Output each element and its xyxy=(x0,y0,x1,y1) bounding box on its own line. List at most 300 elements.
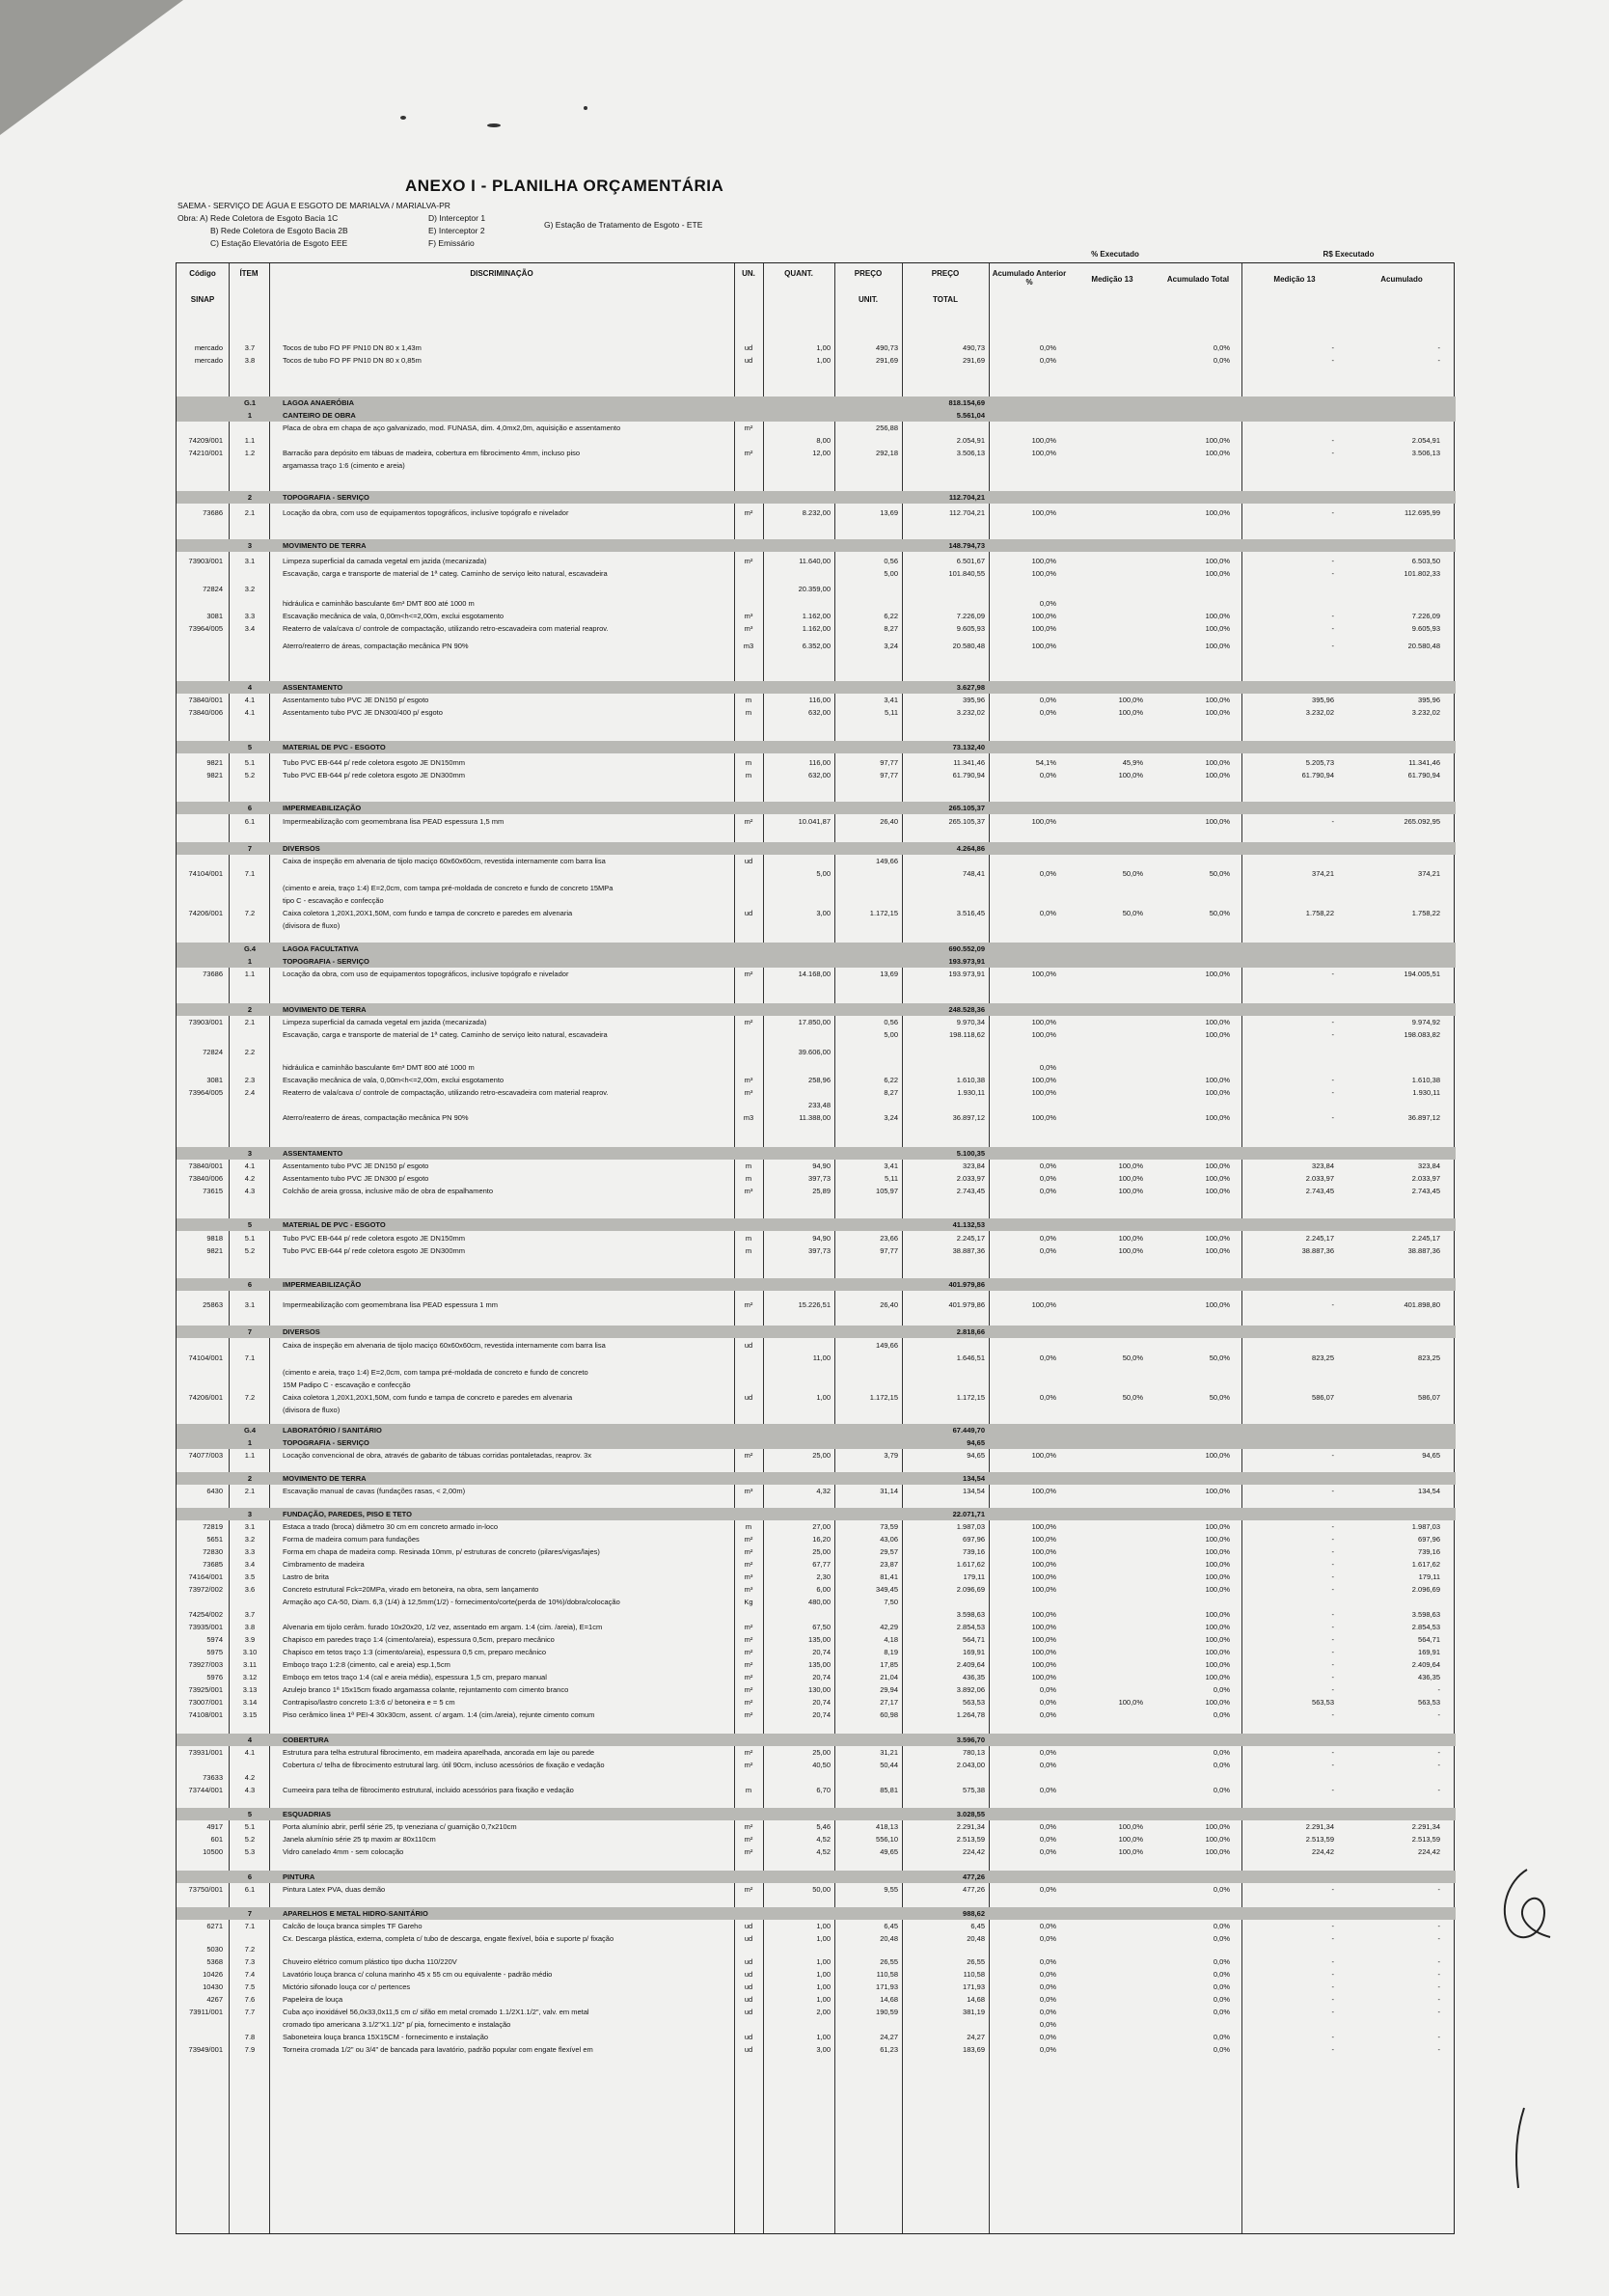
row-description: MOVIMENTO DE TERRA xyxy=(283,541,367,550)
table-row xyxy=(177,1111,1456,1124)
row-quantity: 233,48 xyxy=(808,1101,831,1109)
header-code: Código xyxy=(189,269,216,278)
row-acc-total-pct: 100,0% xyxy=(1205,1174,1230,1183)
row-acc-total-pct: 100,0% xyxy=(1205,449,1230,457)
row-measure-value: - xyxy=(1331,1623,1334,1631)
row-quantity: 67,77 xyxy=(812,1560,831,1569)
row-measure-pct: 100,0% xyxy=(1118,1246,1143,1255)
row-total-price: 697,96 xyxy=(963,1535,985,1544)
row-description: PINTURA xyxy=(283,1872,315,1881)
row-total-price: 401.979,86 xyxy=(948,1280,985,1289)
row-measure-pct: 50,0% xyxy=(1122,869,1143,878)
table-row xyxy=(177,1883,1456,1896)
row-item: 7.8 xyxy=(244,2033,256,2041)
table-row xyxy=(177,1061,1456,1074)
row-acc-value: - xyxy=(1437,1685,1440,1694)
table-row xyxy=(177,694,1456,706)
row-unit: m² xyxy=(744,1673,753,1681)
header-quant: QUANT. xyxy=(784,269,813,278)
row-acc-value: 265.092,95 xyxy=(1404,817,1440,826)
row-description: Barracão para depósito em tábuas de madeira, cobertura em fibrocimento 4mm, incluso piso xyxy=(283,449,581,457)
row-quantity: 397,73 xyxy=(808,1174,831,1183)
row-acc-prev-pct: 0,0% xyxy=(1039,708,1056,717)
row-code: 72824 xyxy=(203,1048,223,1056)
row-acc-prev-pct: 100,0% xyxy=(1031,1623,1056,1631)
row-acc-prev-pct: 0,0% xyxy=(1039,356,1056,365)
row-code: 73840/006 xyxy=(188,708,223,717)
row-acc-total-pct: 100,0% xyxy=(1205,1234,1230,1243)
row-description: ESQUADRIAS xyxy=(283,1810,332,1818)
header-acc-prev: Acumulado Anterior % xyxy=(992,269,1067,287)
row-description: Locação convencional de obra, através de gabarito de tábuas corridas pontaletadas, reaprov. 3x xyxy=(283,1451,592,1460)
row-unit: ud xyxy=(744,1957,753,1966)
row-acc-prev-pct: 0,0% xyxy=(1039,1786,1056,1794)
row-unit-price: 60,98 xyxy=(880,1710,898,1719)
row-item: 2 xyxy=(247,493,253,502)
row-total-price: 179,11 xyxy=(963,1572,985,1581)
table-row xyxy=(177,640,1456,652)
row-code: 73935/001 xyxy=(188,1623,223,1631)
row-acc-prev-pct: 100,0% xyxy=(1031,1635,1056,1644)
row-description: Assentamento tubo PVC JE DN300/400 p/ esgoto xyxy=(283,708,443,717)
row-total-price: 3.232,02 xyxy=(956,708,985,717)
row-unit: m² xyxy=(744,508,753,517)
row-acc-prev-pct: 100,0% xyxy=(1031,970,1056,978)
row-description: Cx. Descarga plástica, externa, completa c/ tubo de descarga, engate flexível, bóia e suporte p/ fixação xyxy=(283,1934,614,1943)
row-quantity: 3,00 xyxy=(816,909,831,917)
row-total-price: 112.704,21 xyxy=(949,508,985,517)
row-item: 5.1 xyxy=(244,1822,256,1831)
table-row xyxy=(177,1833,1456,1845)
row-total-price: 988,62 xyxy=(963,1909,985,1918)
row-measure-value: - xyxy=(1331,642,1334,650)
header-desc: DISCRIMINAÇÃO xyxy=(470,269,533,278)
row-acc-value: 101.802,33 xyxy=(1404,569,1440,578)
row-acc-prev-pct: 100,0% xyxy=(1031,1018,1056,1026)
table-row xyxy=(177,919,1456,932)
row-item: G.4 xyxy=(243,1426,257,1435)
row-acc-total-pct: 0,0% xyxy=(1213,356,1230,365)
row-acc-value: 94,65 xyxy=(1422,1451,1440,1460)
row-code: 73931/001 xyxy=(188,1748,223,1757)
row-total-price: 4.264,86 xyxy=(956,844,985,853)
row-unit-price: 110,58 xyxy=(876,1970,898,1979)
row-item: 7.5 xyxy=(244,1982,256,1991)
row-quantity: 2,00 xyxy=(816,2008,831,2016)
row-item: 5.2 xyxy=(244,1835,256,1844)
row-quantity: 116,00 xyxy=(808,758,831,767)
row-acc-total-pct: 100,0% xyxy=(1205,1076,1230,1084)
row-measure-value: 1.758,22 xyxy=(1305,909,1334,917)
row-item: 2.1 xyxy=(244,1487,256,1495)
section-row xyxy=(177,1278,1456,1291)
row-unit: m³ xyxy=(744,1572,753,1581)
row-total-price: 248.528,36 xyxy=(948,1005,985,1014)
row-code: 74206/001 xyxy=(188,909,223,917)
row-description: Armação aço CA-50, Diam. 6,3 (1/4) à 12,5mm(1/2) - fornecimento/corte(perda de 10%)/dobra/colocação xyxy=(283,1598,620,1606)
row-total-price: 1.610,38 xyxy=(956,1076,985,1084)
obra-a: Obra: A) Rede Coletora de Esgoto Bacia 1C xyxy=(177,213,339,223)
row-code: 5976 xyxy=(206,1673,223,1681)
row-unit: ud xyxy=(744,1934,753,1943)
row-total-price: 265.105,37 xyxy=(948,804,985,812)
row-acc-prev-pct: 0,0% xyxy=(1039,1246,1056,1255)
row-measure-value: - xyxy=(1331,612,1334,620)
row-acc-prev-pct: 100,0% xyxy=(1031,1535,1056,1544)
row-measure-value: - xyxy=(1331,449,1334,457)
row-quantity: 1,00 xyxy=(816,1957,831,1966)
row-total-price: 575,38 xyxy=(963,1786,985,1794)
row-acc-prev-pct: 0,0% xyxy=(1039,1174,1056,1183)
row-measure-pct: 100,0% xyxy=(1118,1698,1143,1707)
row-total-price: 2.291,34 xyxy=(956,1822,985,1831)
table-row xyxy=(177,1558,1456,1571)
row-item: 3.1 xyxy=(244,557,256,565)
row-unit-price: 21,04 xyxy=(880,1673,898,1681)
row-unit: m xyxy=(745,1174,752,1183)
row-acc-total-pct: 100,0% xyxy=(1205,1572,1230,1581)
row-description: Piso cerâmico linea 1ª PEI-4 30x30cm, assent. c/ argam. 1:4 (cim./areia), rejunte cimento comum xyxy=(283,1710,595,1719)
row-acc-prev-pct: 0,0% xyxy=(1039,1835,1056,1844)
row-acc-value: 739,16 xyxy=(1418,1547,1440,1556)
row-description: tipo C - escavação e confecção xyxy=(283,896,384,905)
row-code: 6271 xyxy=(206,1922,223,1930)
obra-e: E) Interceptor 2 xyxy=(428,226,485,235)
row-total-price: 183,69 xyxy=(963,2045,985,2054)
row-acc-prev-pct: 100,0% xyxy=(1031,1572,1056,1581)
row-total-price: 2.818,66 xyxy=(956,1327,985,1336)
row-quantity: 40,50 xyxy=(812,1761,831,1769)
row-item: 4.1 xyxy=(244,1162,256,1170)
table-row xyxy=(177,1784,1456,1796)
row-acc-value: - xyxy=(1437,1922,1440,1930)
row-total-price: 14,68 xyxy=(967,1995,985,2004)
row-total-price: 690.552,09 xyxy=(948,944,985,953)
row-item: 3.6 xyxy=(244,1585,256,1594)
row-description: Caixa de inspeção em alvenaria de tijolo maciço 60x60x60cm, revestida internamente com barra lisa xyxy=(283,1341,606,1350)
initials-signature xyxy=(1490,1862,1558,1949)
section-row xyxy=(177,1508,1456,1520)
table-row xyxy=(177,1379,1456,1391)
row-total-price: 1.646,51 xyxy=(956,1353,985,1362)
row-description: Cobertura c/ telha de fibrocimento estrutural larg. útil 90cm, incluso acessórios de fixação e vedação xyxy=(283,1761,605,1769)
obra-d: D) Interceptor 1 xyxy=(428,213,486,223)
row-measure-value: 374,21 xyxy=(1312,869,1334,878)
row-item: 6 xyxy=(247,804,253,812)
row-unit: ud xyxy=(744,1393,753,1402)
row-unit-price: 13,69 xyxy=(880,970,898,978)
row-unit-price: 418,13 xyxy=(876,1822,898,1831)
row-acc-value: 1.930,11 xyxy=(1412,1088,1440,1097)
row-code: 10426 xyxy=(203,1970,223,1979)
row-unit: m² xyxy=(744,1835,753,1844)
row-description: Saboneteira louça branca 15X15CM - fornecimento e instalação xyxy=(283,2033,489,2041)
row-item: 4.2 xyxy=(244,1773,256,1782)
table-row xyxy=(177,2031,1456,2043)
row-item: 3.8 xyxy=(244,1623,256,1631)
row-quantity: 4,52 xyxy=(816,1847,831,1856)
row-acc-prev-pct: 0,0% xyxy=(1039,1970,1056,1979)
row-item: 3.1 xyxy=(244,1522,256,1531)
section-row xyxy=(177,1734,1456,1746)
row-total-price: 265.105,37 xyxy=(948,817,985,826)
row-code: 73615 xyxy=(203,1187,223,1195)
row-acc-prev-pct: 0,0% xyxy=(1039,2045,1056,2054)
row-code: 10430 xyxy=(203,1982,223,1991)
row-code: 4917 xyxy=(206,1822,223,1831)
row-item: 4.2 xyxy=(244,1174,256,1183)
row-acc-total-pct: 100,0% xyxy=(1205,1451,1230,1460)
row-total-price: 9.970,34 xyxy=(956,1018,985,1026)
row-description: Chuveiro elétrico comum plástico tipo ducha 110/220V xyxy=(283,1957,457,1966)
section-row xyxy=(177,741,1456,753)
row-acc-value: 395,96 xyxy=(1418,696,1440,704)
row-unit: m xyxy=(745,771,752,779)
row-acc-prev-pct: 100,0% xyxy=(1031,1076,1056,1084)
row-unit: m² xyxy=(744,1560,753,1569)
header-un: UN. xyxy=(742,269,755,278)
row-acc-total-pct: 100,0% xyxy=(1205,1635,1230,1644)
table-row xyxy=(177,1533,1456,1545)
row-code: 9821 xyxy=(206,758,223,767)
row-code: 74104/001 xyxy=(188,869,223,878)
row-total-price: 564,71 xyxy=(963,1635,985,1644)
row-description: Emboço em tetos traço 1:4 (cal e areia média), espessura 1,5 cm, preparo manual xyxy=(283,1673,547,1681)
row-quantity: 67,50 xyxy=(812,1623,831,1631)
row-quantity: 25,89 xyxy=(812,1187,831,1195)
row-acc-value: - xyxy=(1437,1710,1440,1719)
row-description: Cumeeira para telha de fibrocimento estrutural, incluido acessórios para fixação e vedação xyxy=(283,1786,574,1794)
row-acc-prev-pct: 100,0% xyxy=(1031,569,1056,578)
row-measure-value: 323,84 xyxy=(1312,1162,1334,1170)
row-acc-value: 1.617,62 xyxy=(1411,1560,1440,1569)
row-code: 73633 xyxy=(203,1773,223,1782)
row-acc-prev-pct: 0,0% xyxy=(1039,1995,1056,2004)
row-quantity: 20,74 xyxy=(812,1710,831,1719)
row-unit: m3 xyxy=(743,642,754,650)
row-measure-value: - xyxy=(1331,1982,1334,1991)
row-measure-pct: 45,9% xyxy=(1122,758,1143,767)
row-acc-total-pct: 100,0% xyxy=(1205,1648,1230,1656)
row-quantity: 1,00 xyxy=(816,343,831,352)
row-acc-prev-pct: 100,0% xyxy=(1031,1547,1056,1556)
row-acc-value: 134,54 xyxy=(1418,1487,1440,1495)
row-code: 74206/001 xyxy=(188,1393,223,1402)
row-unit-price: 14,68 xyxy=(880,1995,898,2004)
row-code: 72830 xyxy=(203,1547,223,1556)
row-measure-value: - xyxy=(1331,436,1334,445)
row-acc-prev-pct: 100,0% xyxy=(1031,508,1056,517)
row-acc-prev-pct: 0,0% xyxy=(1039,1847,1056,1856)
row-acc-prev-pct: 0,0% xyxy=(1039,1957,1056,1966)
table-row xyxy=(177,1016,1456,1028)
table-row xyxy=(177,1571,1456,1583)
row-total-price: 169,91 xyxy=(963,1648,985,1656)
row-measure-pct: 100,0% xyxy=(1118,1187,1143,1195)
row-description: cromado tipo americana 3.1/2"X1.1/2" p/ pia, fornecimento e instalação xyxy=(283,2020,511,2029)
row-acc-value: 2.096,69 xyxy=(1411,1585,1440,1594)
row-item: 5.2 xyxy=(244,771,256,779)
row-item: 5.3 xyxy=(244,1847,256,1856)
scan-speck xyxy=(487,123,501,127)
row-item: 7.2 xyxy=(244,909,256,917)
row-quantity: 5,00 xyxy=(816,869,831,878)
row-description: Forma de madeira comum para fundações xyxy=(283,1535,420,1544)
row-description: Escavação, carga e transporte de material de 1ª categ. Caminho de serviço leito natural, escavadeira xyxy=(283,569,608,578)
row-acc-prev-pct: 100,0% xyxy=(1031,1585,1056,1594)
row-measure-value: - xyxy=(1331,1030,1334,1039)
header-pct-group: % Executado xyxy=(1091,250,1139,259)
row-measure-value: - xyxy=(1331,1522,1334,1531)
row-acc-prev-pct: 100,0% xyxy=(1031,1560,1056,1569)
row-unit-price: 349,45 xyxy=(876,1585,898,1594)
row-unit: m² xyxy=(744,1685,753,1694)
row-acc-total-pct: 100,0% xyxy=(1205,1660,1230,1669)
row-measure-pct: 100,0% xyxy=(1118,1835,1143,1844)
row-unit-price: 171,93 xyxy=(876,1982,898,1991)
row-acc-prev-pct: 100,0% xyxy=(1031,1660,1056,1669)
header-price-unit: PREÇO xyxy=(854,269,883,278)
row-item: 3 xyxy=(247,1149,253,1158)
row-acc-total-pct: 50,0% xyxy=(1209,909,1230,917)
row-total-price: 2.043,00 xyxy=(956,1761,985,1769)
row-unit-price: 3,24 xyxy=(884,642,898,650)
row-measure-value: - xyxy=(1331,1710,1334,1719)
row-unit-price: 73,59 xyxy=(880,1522,898,1531)
row-total-price: 5.100,35 xyxy=(956,1149,985,1158)
table-row xyxy=(177,1160,1456,1172)
row-code: 5974 xyxy=(206,1635,223,1644)
row-item: 3.3 xyxy=(244,1547,256,1556)
row-acc-total-pct: 100,0% xyxy=(1205,1547,1230,1556)
table-row xyxy=(177,1352,1456,1364)
row-total-price: 7.226,09 xyxy=(956,612,985,620)
row-item: 7.9 xyxy=(244,2045,256,2054)
row-description: LAGOA ANAERÓBIA xyxy=(283,398,355,407)
row-unit: m² xyxy=(744,1748,753,1757)
row-quantity: 25,00 xyxy=(812,1748,831,1757)
row-item: 3.10 xyxy=(242,1648,258,1656)
row-total-price: 780,13 xyxy=(963,1748,985,1757)
row-acc-total-pct: 0,0% xyxy=(1213,1934,1230,1943)
row-acc-value: 401.898,80 xyxy=(1404,1300,1440,1309)
row-acc-total-pct: 0,0% xyxy=(1213,1970,1230,1979)
row-acc-total-pct: 100,0% xyxy=(1205,1088,1230,1097)
row-description: Cuba aço inoxidável 56,0x33,0x11,5 cm c/ sifão em metal cromado 1.1/2X1.1/2", valv. em metal xyxy=(283,2008,589,2016)
row-unit-price: 5,00 xyxy=(884,1030,898,1039)
row-code: 3081 xyxy=(206,612,223,620)
row-total-price: 381,19 xyxy=(963,2008,985,2016)
row-acc-total-pct: 100,0% xyxy=(1205,624,1230,633)
row-acc-prev-pct: 0,0% xyxy=(1039,1761,1056,1769)
row-unit-price: 5,11 xyxy=(884,1174,898,1183)
scan-speck xyxy=(400,116,406,120)
row-code: 5030 xyxy=(206,1945,223,1954)
row-total-price: 1.172,15 xyxy=(956,1393,985,1402)
row-description: Impermeabilização com geomembrana lisa PEAD espessura 1,5 mm xyxy=(283,817,505,826)
row-acc-value: 61.790,94 xyxy=(1407,771,1440,779)
row-unit-price: 6,45 xyxy=(884,1922,898,1930)
row-acc-value: 7.226,09 xyxy=(1411,612,1440,620)
row-description: Concreto estrutural Fck=20MPa, virado em betoneira, na obra, sem lançamento xyxy=(283,1585,539,1594)
row-acc-prev-pct: 0,0% xyxy=(1039,1748,1056,1757)
row-unit-price: 13,69 xyxy=(880,508,898,517)
section-row xyxy=(177,1472,1456,1485)
signature-stroke xyxy=(1505,2103,1534,2190)
row-acc-prev-pct: 100,0% xyxy=(1031,1487,1056,1495)
table-row xyxy=(177,1621,1456,1633)
row-acc-value: - xyxy=(1437,1982,1440,1991)
row-total-price: 1.930,11 xyxy=(957,1088,985,1097)
row-description: Aterro/reaterro de áreas, compactação mecânica PN 90% xyxy=(283,1113,469,1122)
row-quantity: 4,52 xyxy=(816,1835,831,1844)
row-description: Estrutura para telha estrutural fibrocimento, em madeira aparelhada, ancorada em laje ou parede xyxy=(283,1748,595,1757)
row-item: 3.7 xyxy=(244,1610,256,1619)
row-unit: ud xyxy=(744,1970,753,1979)
table-row xyxy=(177,855,1456,867)
row-measure-value: 224,42 xyxy=(1312,1847,1334,1856)
row-unit-price: 97,77 xyxy=(880,758,898,767)
row-unit-price: 292,18 xyxy=(876,449,898,457)
row-acc-total-pct: 100,0% xyxy=(1205,1018,1230,1026)
row-code: 73840/006 xyxy=(188,1174,223,1183)
table-row xyxy=(177,1771,1456,1784)
row-acc-total-pct: 100,0% xyxy=(1205,1673,1230,1681)
row-quantity: 94,90 xyxy=(812,1234,831,1243)
row-description: MATERIAL DE PVC - ESGOTO xyxy=(283,743,386,752)
row-measure-value: - xyxy=(1331,1761,1334,1769)
row-measure-value: - xyxy=(1331,569,1334,578)
header-item: ÍTEM xyxy=(239,269,259,278)
row-acc-total-pct: 100,0% xyxy=(1205,771,1230,779)
row-description: (divisora de fluxo) xyxy=(283,921,341,930)
row-item: 3.4 xyxy=(244,1560,256,1569)
row-description: Assentamento tubo PVC JE DN150 p/ esgoto xyxy=(283,1162,429,1170)
row-acc-prev-pct: 0,0% xyxy=(1039,1934,1056,1943)
row-acc-value: - xyxy=(1437,1934,1440,1943)
row-quantity: 20,74 xyxy=(812,1673,831,1681)
section-row xyxy=(177,1871,1456,1883)
row-unit-price: 9,55 xyxy=(884,1885,898,1894)
row-unit-price: 8,27 xyxy=(884,624,898,633)
row-quantity: 480,00 xyxy=(808,1598,831,1606)
row-code: 73685 xyxy=(203,1560,223,1569)
row-total-price: 6.501,67 xyxy=(956,557,985,565)
row-description: COBERTURA xyxy=(283,1736,329,1744)
table-row xyxy=(177,1099,1456,1111)
row-unit: ud xyxy=(744,1922,753,1930)
row-acc-value: - xyxy=(1437,1970,1440,1979)
row-acc-total-pct: 100,0% xyxy=(1205,1162,1230,1170)
row-description: Assentamento tubo PVC JE DN300 p/ esgoto xyxy=(283,1174,429,1183)
row-acc-value: - xyxy=(1437,1748,1440,1757)
row-acc-prev-pct: 0,0% xyxy=(1039,1710,1056,1719)
row-unit-price: 61,23 xyxy=(880,2045,898,2054)
row-quantity: 6,70 xyxy=(816,1786,831,1794)
row-measure-value: - xyxy=(1331,1648,1334,1656)
row-description: Caixa coletora 1,20X1,20X1,50M, com fundo e tampa de concreto e paredes em alvenaria xyxy=(283,1393,573,1402)
row-description: Assentamento tubo PVC JE DN150 p/ esgoto xyxy=(283,696,429,704)
row-unit-price: 5,11 xyxy=(884,708,898,717)
row-acc-prev-pct: 0,0% xyxy=(1039,599,1056,608)
row-acc-value: 3.506,13 xyxy=(1411,449,1440,457)
row-unit-price: 490,73 xyxy=(876,343,898,352)
row-item: 1.1 xyxy=(244,1451,256,1460)
table-row xyxy=(177,894,1456,907)
row-measure-value: - xyxy=(1331,1300,1334,1309)
row-acc-value: 6.503,50 xyxy=(1411,557,1440,565)
row-total-price: 171,93 xyxy=(963,1982,985,1991)
